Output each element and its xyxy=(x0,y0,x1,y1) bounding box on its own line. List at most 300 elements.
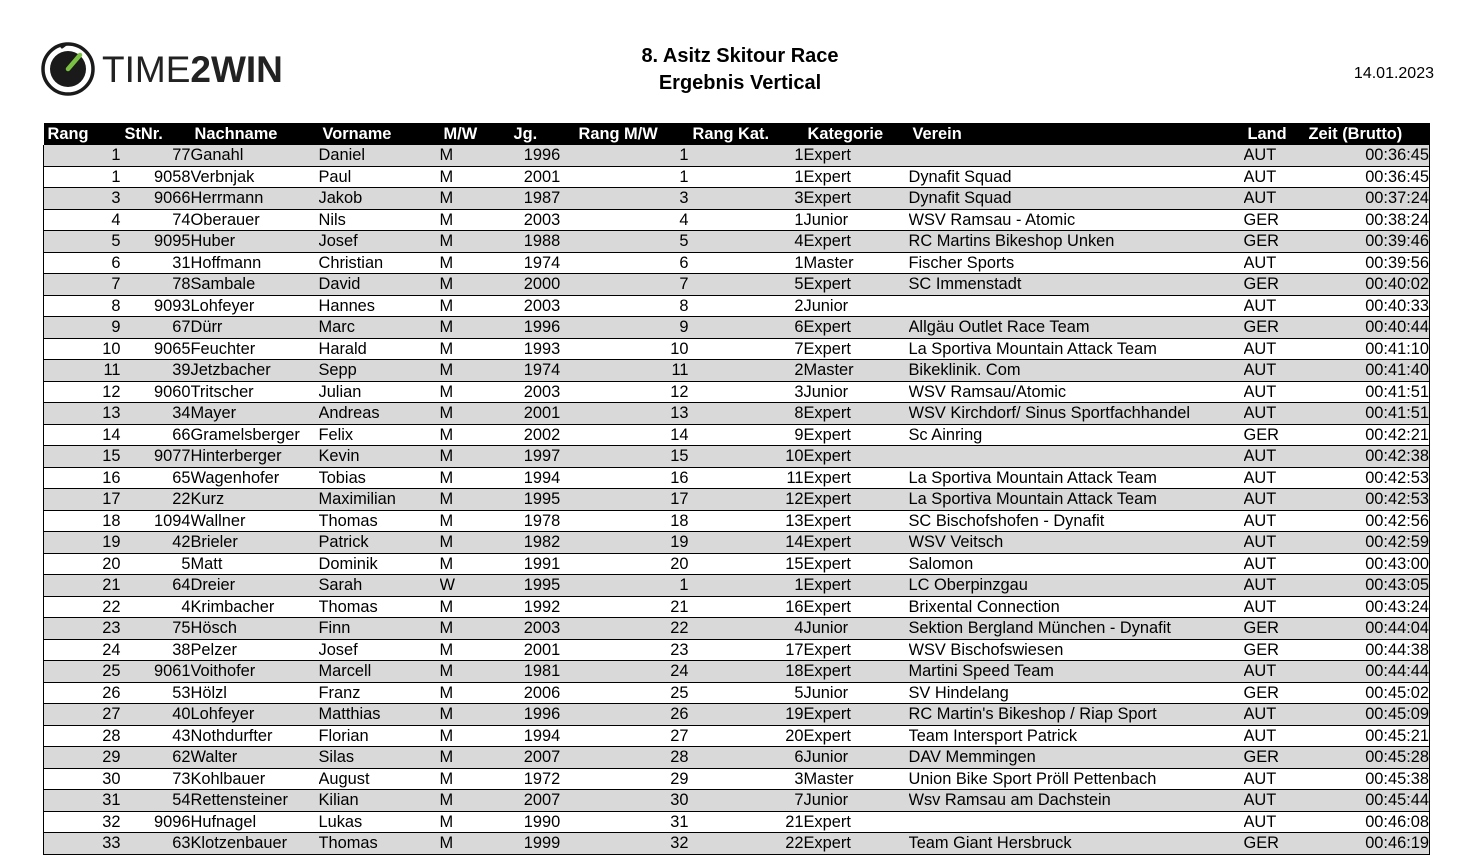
cell-jahrgang: 1996 xyxy=(510,317,575,339)
cell-nachname: Nothdurfter xyxy=(191,725,319,747)
cell-verein: Wsv Ramsau am Dachstein xyxy=(909,790,1244,812)
cell-rang-kat: 14 xyxy=(689,532,804,554)
cell-jahrgang: 1974 xyxy=(510,252,575,274)
cell-zeit: 00:43:05 xyxy=(1305,575,1430,597)
cell-startnummer: 78 xyxy=(121,274,191,296)
cell-startnummer: 4 xyxy=(121,596,191,618)
cell-land: AUT xyxy=(1244,381,1305,403)
cell-jahrgang: 1994 xyxy=(510,725,575,747)
cell-verein: Salomon xyxy=(909,553,1244,575)
cell-startnummer: 75 xyxy=(121,618,191,640)
cell-rang-mw: 1 xyxy=(575,575,689,597)
cell-zeit: 00:42:38 xyxy=(1305,446,1430,468)
table-row xyxy=(44,639,1430,661)
col-header-verein: Verein xyxy=(909,123,1244,145)
cell-verein: Dynafit Squad xyxy=(909,166,1244,188)
cell-jahrgang: 1991 xyxy=(510,553,575,575)
cell-geschlecht: M xyxy=(440,360,510,382)
cell-kategorie: Expert xyxy=(804,510,909,532)
cell-rang-kat: 1 xyxy=(689,209,804,231)
cell-jahrgang: 2000 xyxy=(510,274,575,296)
cell-verein: SC Bischofshofen - Dynafit xyxy=(909,510,1244,532)
cell-kategorie: Expert xyxy=(804,532,909,554)
cell-rang: 12 xyxy=(44,381,121,403)
cell-jahrgang: 1987 xyxy=(510,188,575,210)
cell-land: AUT xyxy=(1244,145,1305,166)
cell-land: AUT xyxy=(1244,252,1305,274)
cell-vorname: Marc xyxy=(319,317,440,339)
table-row xyxy=(44,338,1430,360)
cell-rang-kat: 16 xyxy=(689,596,804,618)
cell-rang: 25 xyxy=(44,661,121,683)
cell-nachname: Krimbacher xyxy=(191,596,319,618)
cell-verein xyxy=(909,145,1244,166)
col-header-vorname: Vorname xyxy=(319,123,440,145)
table-row xyxy=(44,510,1430,532)
cell-kategorie: Junior xyxy=(804,747,909,769)
cell-verein: DAV Memmingen xyxy=(909,747,1244,769)
cell-verein: Brixental Connection xyxy=(909,596,1244,618)
cell-rang: 26 xyxy=(44,682,121,704)
cell-verein xyxy=(909,811,1244,833)
table-row xyxy=(44,403,1430,425)
cell-geschlecht: M xyxy=(440,317,510,339)
cell-startnummer: 34 xyxy=(121,403,191,425)
cell-verein: La Sportiva Mountain Attack Team xyxy=(909,467,1244,489)
table-row xyxy=(44,467,1430,489)
cell-rang-kat: 6 xyxy=(689,317,804,339)
cell-zeit: 00:45:28 xyxy=(1305,747,1430,769)
cell-zeit: 00:42:59 xyxy=(1305,532,1430,554)
cell-rang-kat: 15 xyxy=(689,553,804,575)
cell-startnummer: 9093 xyxy=(121,295,191,317)
cell-jahrgang: 1995 xyxy=(510,575,575,597)
cell-geschlecht: M xyxy=(440,768,510,790)
cell-verein: RC Martin's Bikeshop / Riap Sport xyxy=(909,704,1244,726)
cell-verein: Team Intersport Patrick xyxy=(909,725,1244,747)
cell-rang-mw: 30 xyxy=(575,790,689,812)
event-title: 8. Asitz Skitour Race xyxy=(641,45,839,67)
cell-land: GER xyxy=(1244,747,1305,769)
cell-rang-mw: 26 xyxy=(575,704,689,726)
cell-kategorie: Junior xyxy=(804,618,909,640)
cell-jahrgang: 2003 xyxy=(510,209,575,231)
cell-vorname: Patrick xyxy=(319,532,440,554)
cell-rang: 3 xyxy=(44,188,121,210)
cell-rang-mw: 13 xyxy=(575,403,689,425)
cell-kategorie: Expert xyxy=(804,489,909,511)
cell-kategorie: Expert xyxy=(804,553,909,575)
cell-verein: SV Hindelang xyxy=(909,682,1244,704)
cell-rang-kat: 7 xyxy=(689,338,804,360)
cell-nachname: Matt xyxy=(191,553,319,575)
cell-rang-kat: 5 xyxy=(689,682,804,704)
cell-zeit: 00:42:56 xyxy=(1305,510,1430,532)
cell-rang: 29 xyxy=(44,747,121,769)
cell-zeit: 00:44:44 xyxy=(1305,661,1430,683)
cell-rang-mw: 9 xyxy=(575,317,689,339)
cell-geschlecht: M xyxy=(440,403,510,425)
col-header-nachname: Nachname xyxy=(191,123,319,145)
cell-land: AUT xyxy=(1244,790,1305,812)
cell-geschlecht: M xyxy=(440,661,510,683)
cell-zeit: 00:41:40 xyxy=(1305,360,1430,382)
cell-kategorie: Expert xyxy=(804,467,909,489)
cell-jahrgang: 1992 xyxy=(510,596,575,618)
cell-rang-mw: 23 xyxy=(575,639,689,661)
table-row xyxy=(44,145,1430,166)
cell-vorname: Josef xyxy=(319,639,440,661)
table-row xyxy=(44,768,1430,790)
table-row xyxy=(44,811,1430,833)
cell-jahrgang: 1997 xyxy=(510,446,575,468)
cell-rang: 13 xyxy=(44,403,121,425)
cell-rang: 22 xyxy=(44,596,121,618)
cell-verein: Sektion Bergland München - Dynafit xyxy=(909,618,1244,640)
cell-rang-mw: 4 xyxy=(575,209,689,231)
col-header-rang-mw: Rang M/W xyxy=(575,123,689,145)
cell-nachname: Jetzbacher xyxy=(191,360,319,382)
cell-startnummer: 53 xyxy=(121,682,191,704)
cell-vorname: David xyxy=(319,274,440,296)
cell-rang-mw: 20 xyxy=(575,553,689,575)
cell-jahrgang: 1988 xyxy=(510,231,575,253)
cell-kategorie: Expert xyxy=(804,403,909,425)
cell-jahrgang: 1972 xyxy=(510,768,575,790)
cell-startnummer: 62 xyxy=(121,747,191,769)
cell-geschlecht: M xyxy=(440,424,510,446)
cell-kategorie: Expert xyxy=(804,833,909,855)
cell-vorname: Hannes xyxy=(319,295,440,317)
cell-zeit: 00:44:38 xyxy=(1305,639,1430,661)
cell-vorname: Harald xyxy=(319,338,440,360)
cell-land: GER xyxy=(1244,317,1305,339)
cell-zeit: 00:36:45 xyxy=(1305,145,1430,166)
cell-rang-mw: 28 xyxy=(575,747,689,769)
cell-jahrgang: 2003 xyxy=(510,618,575,640)
cell-startnummer: 1094 xyxy=(121,510,191,532)
table-row xyxy=(44,360,1430,382)
cell-zeit: 00:42:53 xyxy=(1305,467,1430,489)
cell-rang-mw: 21 xyxy=(575,596,689,618)
cell-geschlecht: M xyxy=(440,446,510,468)
cell-land: AUT xyxy=(1244,704,1305,726)
cell-land: AUT xyxy=(1244,467,1305,489)
cell-kategorie: Expert xyxy=(804,725,909,747)
cell-vorname: Lukas xyxy=(319,811,440,833)
cell-rang-kat: 19 xyxy=(689,704,804,726)
cell-land: AUT xyxy=(1244,295,1305,317)
cell-rang-mw: 5 xyxy=(575,231,689,253)
cell-vorname: Tobias xyxy=(319,467,440,489)
cell-land: AUT xyxy=(1244,188,1305,210)
cell-verein: SC Immenstadt xyxy=(909,274,1244,296)
results-body xyxy=(44,145,1430,854)
cell-rang-mw: 24 xyxy=(575,661,689,683)
cell-rang: 19 xyxy=(44,532,121,554)
cell-vorname: Julian xyxy=(319,381,440,403)
cell-rang: 5 xyxy=(44,231,121,253)
cell-jahrgang: 1999 xyxy=(510,833,575,855)
cell-rang-mw: 32 xyxy=(575,833,689,855)
table-row xyxy=(44,833,1430,855)
cell-nachname: Herrmann xyxy=(191,188,319,210)
cell-kategorie: Expert xyxy=(804,317,909,339)
page-title xyxy=(540,43,940,97)
cell-land: AUT xyxy=(1244,661,1305,683)
cell-geschlecht: M xyxy=(440,532,510,554)
cell-vorname: Josef xyxy=(319,231,440,253)
cell-nachname: Walter xyxy=(191,747,319,769)
results-table xyxy=(43,123,1430,855)
cell-rang-kat: 1 xyxy=(689,145,804,166)
cell-verein: WSV Veitsch xyxy=(909,532,1244,554)
cell-rang-kat: 3 xyxy=(689,381,804,403)
cell-geschlecht: M xyxy=(440,639,510,661)
cell-vorname: Thomas xyxy=(319,833,440,855)
cell-rang-mw: 29 xyxy=(575,768,689,790)
cell-land: AUT xyxy=(1244,768,1305,790)
cell-land: AUT xyxy=(1244,596,1305,618)
cell-vorname: Christian xyxy=(319,252,440,274)
cell-kategorie: Expert xyxy=(804,811,909,833)
cell-vorname: Franz xyxy=(319,682,440,704)
cell-kategorie: Junior xyxy=(804,682,909,704)
cell-land: AUT xyxy=(1244,532,1305,554)
cell-nachname: Dürr xyxy=(191,317,319,339)
cell-rang-kat: 2 xyxy=(689,295,804,317)
cell-geschlecht: W xyxy=(440,575,510,597)
cell-land: AUT xyxy=(1244,360,1305,382)
cell-nachname: Hinterberger xyxy=(191,446,319,468)
cell-rang-kat: 3 xyxy=(689,768,804,790)
cell-rang-kat: 4 xyxy=(689,231,804,253)
cell-geschlecht: M xyxy=(440,467,510,489)
cell-land: GER xyxy=(1244,833,1305,855)
cell-kategorie: Master xyxy=(804,768,909,790)
cell-zeit: 00:37:24 xyxy=(1305,188,1430,210)
cell-nachname: Lohfeyer xyxy=(191,295,319,317)
cell-land: AUT xyxy=(1244,338,1305,360)
table-row xyxy=(44,188,1430,210)
cell-nachname: Sambale xyxy=(191,274,319,296)
cell-rang: 27 xyxy=(44,704,121,726)
cell-jahrgang: 1994 xyxy=(510,467,575,489)
cell-rang: 32 xyxy=(44,811,121,833)
cell-rang-mw: 1 xyxy=(575,166,689,188)
cell-jahrgang: 1982 xyxy=(510,532,575,554)
cell-zeit: 00:39:56 xyxy=(1305,252,1430,274)
cell-land: AUT xyxy=(1244,510,1305,532)
cell-verein: Team Giant Hersbruck xyxy=(909,833,1244,855)
cell-land: GER xyxy=(1244,424,1305,446)
table-row xyxy=(44,725,1430,747)
cell-zeit: 00:45:44 xyxy=(1305,790,1430,812)
cell-jahrgang: 2001 xyxy=(510,639,575,661)
cell-rang-kat: 8 xyxy=(689,403,804,425)
cell-rang-kat: 10 xyxy=(689,446,804,468)
cell-rang: 18 xyxy=(44,510,121,532)
col-header-jg: Jg. xyxy=(510,123,575,145)
cell-startnummer: 43 xyxy=(121,725,191,747)
cell-rang-mw: 8 xyxy=(575,295,689,317)
table-row xyxy=(44,661,1430,683)
cell-rang: 28 xyxy=(44,725,121,747)
cell-nachname: Ganahl xyxy=(191,145,319,166)
cell-land: GER xyxy=(1244,682,1305,704)
cell-rang: 31 xyxy=(44,790,121,812)
cell-verein: La Sportiva Mountain Attack Team xyxy=(909,338,1244,360)
table-row xyxy=(44,252,1430,274)
cell-land: AUT xyxy=(1244,553,1305,575)
cell-startnummer: 40 xyxy=(121,704,191,726)
cell-vorname: Felix xyxy=(319,424,440,446)
cell-rang-kat: 5 xyxy=(689,274,804,296)
cell-geschlecht: M xyxy=(440,725,510,747)
cell-verein: Bikeklinik. Com xyxy=(909,360,1244,382)
cell-nachname: Verbnjak xyxy=(191,166,319,188)
table-row xyxy=(44,575,1430,597)
cell-vorname: Finn xyxy=(319,618,440,640)
cell-zeit: 00:40:33 xyxy=(1305,295,1430,317)
cell-kategorie: Expert xyxy=(804,188,909,210)
cell-kategorie: Expert xyxy=(804,661,909,683)
cell-rang-mw: 16 xyxy=(575,467,689,489)
cell-vorname: Florian xyxy=(319,725,440,747)
cell-rang: 24 xyxy=(44,639,121,661)
cell-geschlecht: M xyxy=(440,381,510,403)
cell-zeit: 00:45:38 xyxy=(1305,768,1430,790)
col-header-kategorie: Kategorie xyxy=(804,123,909,145)
cell-startnummer: 5 xyxy=(121,553,191,575)
cell-jahrgang: 1996 xyxy=(510,145,575,166)
cell-verein xyxy=(909,295,1244,317)
cell-jahrgang: 1990 xyxy=(510,811,575,833)
cell-rang: 4 xyxy=(44,209,121,231)
cell-geschlecht: M xyxy=(440,188,510,210)
cell-zeit: 00:42:53 xyxy=(1305,489,1430,511)
table-row xyxy=(44,747,1430,769)
cell-kategorie: Expert xyxy=(804,424,909,446)
cell-startnummer: 39 xyxy=(121,360,191,382)
cell-vorname: Sepp xyxy=(319,360,440,382)
cell-land: AUT xyxy=(1244,575,1305,597)
cell-geschlecht: M xyxy=(440,682,510,704)
table-row xyxy=(44,166,1430,188)
cell-jahrgang: 1981 xyxy=(510,661,575,683)
cell-rang: 33 xyxy=(44,833,121,855)
stopwatch-icon xyxy=(40,41,96,97)
cell-verein: Sc Ainring xyxy=(909,424,1244,446)
col-header-rang-kat: Rang Kat. xyxy=(689,123,804,145)
cell-rang-kat: 3 xyxy=(689,188,804,210)
cell-geschlecht: M xyxy=(440,747,510,769)
cell-verein: Union Bike Sport Pröll Pettenbach xyxy=(909,768,1244,790)
cell-rang-kat: 13 xyxy=(689,510,804,532)
cell-rang-kat: 18 xyxy=(689,661,804,683)
cell-land: AUT xyxy=(1244,811,1305,833)
cell-zeit: 00:41:51 xyxy=(1305,381,1430,403)
cell-startnummer: 9066 xyxy=(121,188,191,210)
cell-nachname: Brieler xyxy=(191,532,319,554)
cell-kategorie: Junior xyxy=(804,790,909,812)
table-row xyxy=(44,381,1430,403)
cell-nachname: Hölzl xyxy=(191,682,319,704)
cell-geschlecht: M xyxy=(440,209,510,231)
cell-rang-mw: 7 xyxy=(575,274,689,296)
cell-nachname: Pelzer xyxy=(191,639,319,661)
cell-kategorie: Expert xyxy=(804,166,909,188)
cell-rang: 17 xyxy=(44,489,121,511)
cell-verein: WSV Ramsau/Atomic xyxy=(909,381,1244,403)
cell-startnummer: 73 xyxy=(121,768,191,790)
cell-rang-mw: 15 xyxy=(575,446,689,468)
result-subtitle: Ergebnis Vertical xyxy=(658,72,822,94)
cell-land: AUT xyxy=(1244,166,1305,188)
cell-vorname: Marcell xyxy=(319,661,440,683)
cell-rang-kat: 21 xyxy=(689,811,804,833)
cell-rang-kat: 11 xyxy=(689,467,804,489)
cell-verein: Allgäu Outlet Race Team xyxy=(909,317,1244,339)
cell-kategorie: Master xyxy=(804,252,909,274)
cell-jahrgang: 1978 xyxy=(510,510,575,532)
time2win-logo xyxy=(40,42,283,96)
table-row xyxy=(44,231,1430,253)
cell-kategorie: Expert xyxy=(804,704,909,726)
cell-startnummer: 63 xyxy=(121,833,191,855)
cell-startnummer: 31 xyxy=(121,252,191,274)
cell-startnummer: 67 xyxy=(121,317,191,339)
cell-kategorie: Expert xyxy=(804,639,909,661)
cell-rang-mw: 27 xyxy=(575,725,689,747)
cell-rang-mw: 12 xyxy=(575,381,689,403)
table-row xyxy=(44,682,1430,704)
cell-verein: WSV Kirchdorf/ Sinus Sportfachhandel xyxy=(909,403,1244,425)
cell-land: AUT xyxy=(1244,446,1305,468)
cell-nachname: Mayer xyxy=(191,403,319,425)
cell-geschlecht: M xyxy=(440,295,510,317)
cell-startnummer: 54 xyxy=(121,790,191,812)
cell-rang: 11 xyxy=(44,360,121,382)
cell-zeit: 00:39:46 xyxy=(1305,231,1430,253)
cell-rang-mw: 6 xyxy=(575,252,689,274)
cell-vorname: Andreas xyxy=(319,403,440,425)
table-row xyxy=(44,446,1430,468)
cell-startnummer: 9058 xyxy=(121,166,191,188)
cell-nachname: Klotzenbauer xyxy=(191,833,319,855)
cell-geschlecht: M xyxy=(440,553,510,575)
cell-geschlecht: M xyxy=(440,145,510,166)
cell-kategorie: Junior xyxy=(804,209,909,231)
cell-vorname: Dominik xyxy=(319,553,440,575)
cell-nachname: Rettensteiner xyxy=(191,790,319,812)
cell-rang-mw: 19 xyxy=(575,532,689,554)
cell-zeit: 00:43:24 xyxy=(1305,596,1430,618)
cell-nachname: Wallner xyxy=(191,510,319,532)
table-row xyxy=(44,489,1430,511)
cell-rang: 21 xyxy=(44,575,121,597)
cell-land: GER xyxy=(1244,639,1305,661)
cell-rang-kat: 4 xyxy=(689,618,804,640)
col-header-land: Land xyxy=(1244,123,1305,145)
cell-verein: Martini Speed Team xyxy=(909,661,1244,683)
cell-rang: 6 xyxy=(44,252,121,274)
table-row xyxy=(44,704,1430,726)
cell-kategorie: Expert xyxy=(804,446,909,468)
table-row xyxy=(44,209,1430,231)
table-row xyxy=(44,532,1430,554)
cell-kategorie: Expert xyxy=(804,338,909,360)
